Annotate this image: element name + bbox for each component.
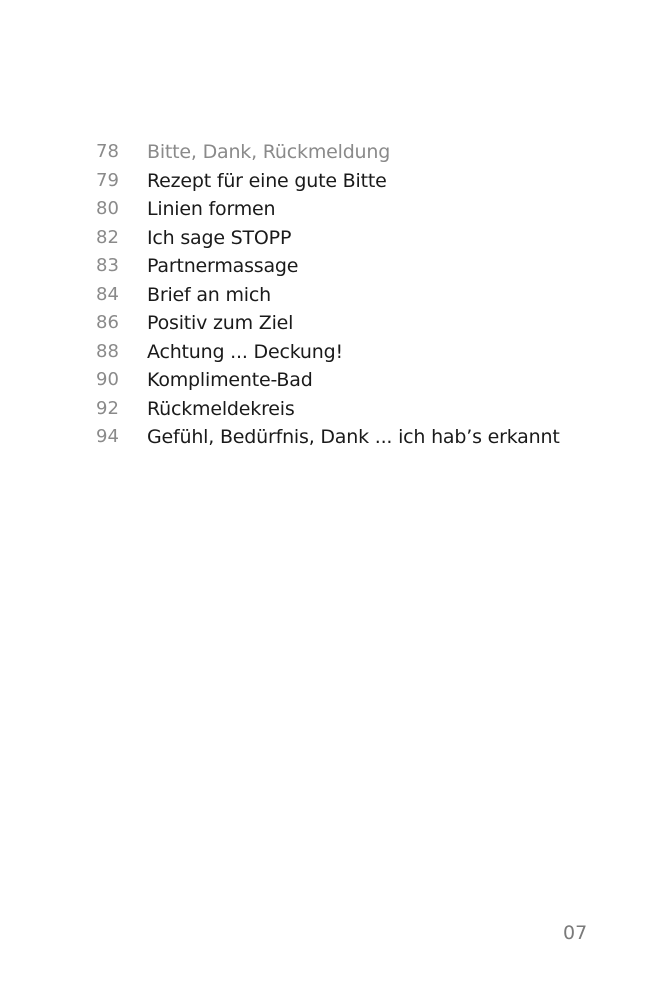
toc-entry[interactable] xyxy=(0,224,665,253)
toc-entry[interactable] xyxy=(0,309,665,338)
toc-entry-title: Rückmeldekreis xyxy=(147,397,295,420)
toc-entry-title: Ich sage STOPP xyxy=(147,226,292,249)
toc-entry[interactable] xyxy=(0,338,665,367)
toc-page-number: 88 xyxy=(96,340,119,362)
toc-page-number: 84 xyxy=(96,283,119,305)
toc-entry[interactable] xyxy=(0,167,665,196)
toc-page-number: 92 xyxy=(96,397,119,419)
toc-page-number: 94 xyxy=(96,426,119,447)
toc-entry-title: Linien formen xyxy=(147,198,276,220)
toc-page-number: 82 xyxy=(96,226,119,248)
toc-entry[interactable] xyxy=(0,423,665,452)
toc-entry-title: Brief an mich xyxy=(147,283,271,306)
toc-entry-title: Gefühl, Bedürfnis, Dank ... ich hab’s erkannt xyxy=(147,426,560,448)
toc-page-number: 86 xyxy=(96,312,119,333)
toc-page-number: 83 xyxy=(96,255,119,276)
toc-page-number: 79 xyxy=(96,169,119,191)
toc-entry[interactable] xyxy=(0,252,665,281)
toc-entry[interactable] xyxy=(0,366,665,395)
toc-page-number: 90 xyxy=(96,369,119,390)
toc-entry[interactable] xyxy=(0,395,665,424)
toc-entry-title: Komplimente-Bad xyxy=(147,369,313,391)
toc-page-number: 78 xyxy=(96,141,119,162)
toc-entry-title: Rezept für eine gute Bitte xyxy=(147,169,387,192)
table-of-contents xyxy=(0,138,665,452)
toc-section-title: Bitte, Dank, Rückmeldung xyxy=(147,141,391,163)
toc-entry-title: Positiv zum Ziel xyxy=(147,312,294,334)
toc-entry-title: Partnermassage xyxy=(147,255,299,277)
page-number: 07 xyxy=(563,922,588,944)
toc-entry-title: Achtung ... Deckung! xyxy=(147,340,343,363)
toc-entry[interactable] xyxy=(0,195,665,224)
toc-entry[interactable] xyxy=(0,281,665,310)
toc-section-heading[interactable] xyxy=(0,138,665,167)
toc-page-number: 80 xyxy=(96,198,119,219)
